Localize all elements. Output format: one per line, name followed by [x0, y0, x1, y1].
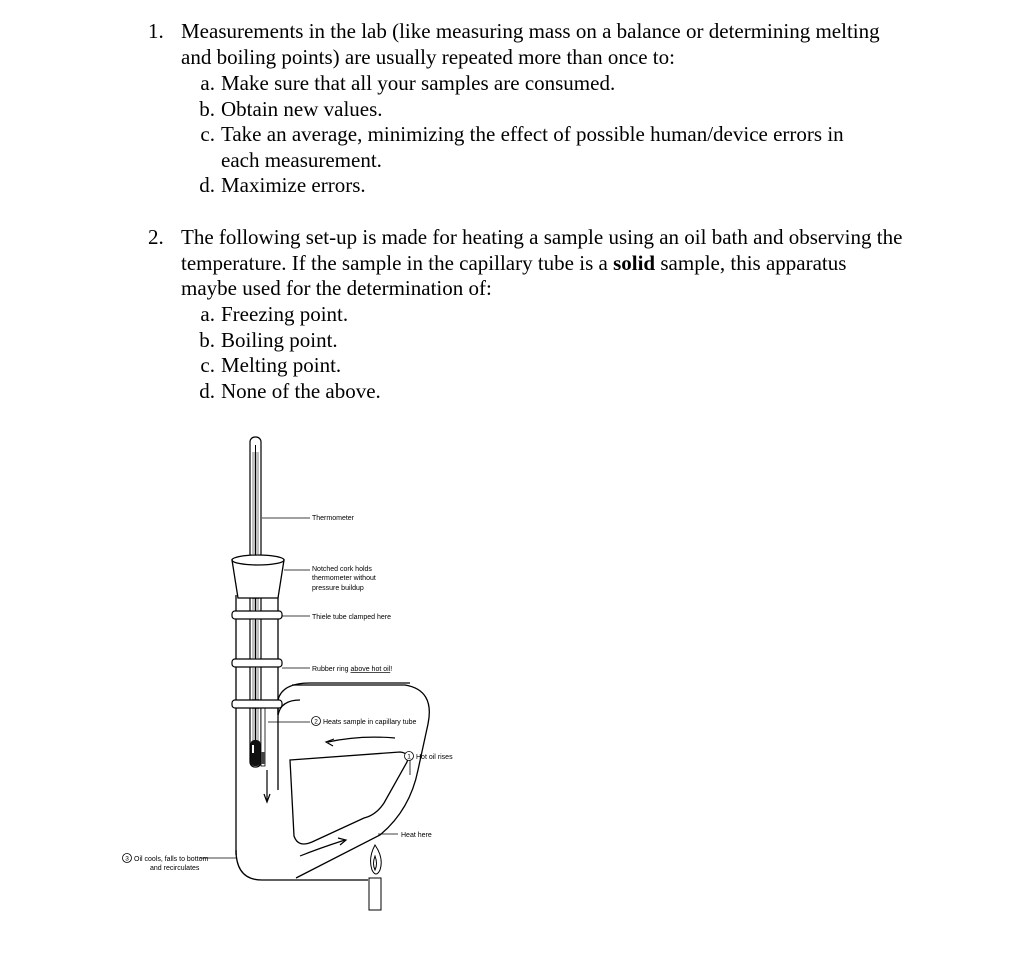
option-text: Take an average, minimizing the effect of possible human/device errors in — [221, 122, 844, 146]
option-letter: d. — [199, 379, 215, 403]
option-letter: c. — [200, 353, 215, 377]
question-number: 1. — [148, 19, 164, 43]
stem-line: Measurements in the lab (like measuring mass on a balance or determining melting — [181, 19, 880, 43]
label-ring-underlined: above hot oil — [350, 666, 391, 673]
label-heats-sample: Heats sample in capillary tube — [323, 719, 417, 726]
option-letter: b. — [199, 328, 215, 352]
stem-text: sample, this apparatus — [655, 250, 847, 275]
option-text: Freezing point. — [221, 302, 349, 326]
burner-flame — [369, 845, 381, 910]
label-oil-cools-line2: and recirculates — [150, 865, 200, 872]
step-1-number: 1 — [407, 753, 411, 761]
label-oil-cools-line1: Oil cools, falls to bottom — [134, 856, 209, 863]
question-number: 2. — [148, 225, 164, 249]
option-text: Obtain new values. — [221, 97, 383, 121]
stem-emphasis: solid — [613, 250, 656, 275]
label-rubber-ring — [312, 666, 392, 673]
label-ring-text: Rubber ring — [312, 666, 351, 673]
capillary-tube — [261, 700, 265, 766]
label-hot-oil-rises: Hot oil rises — [416, 754, 453, 761]
option-letter: c. — [200, 122, 215, 146]
stem-line: and boiling points) are usually repeated more than once to: — [181, 44, 675, 69]
step-2-number: 2 — [314, 718, 318, 726]
stem-line: The following set-up is made for heating a sample using an oil bath and observing the — [181, 225, 903, 249]
leader-lines — [200, 518, 410, 858]
stem-line: maybe used for the determination of: — [181, 276, 492, 300]
option-letter: b. — [199, 97, 215, 121]
option-letter: d. — [199, 173, 215, 197]
option-text: None of the above. — [221, 379, 381, 403]
thermometer — [250, 437, 261, 767]
option-letter: a. — [200, 71, 215, 95]
label-ring-exclaim: ! — [390, 666, 393, 673]
option-letter: a. — [200, 302, 215, 326]
label-cork-line2: thermometer without — [312, 575, 376, 582]
option-text: Boiling point. — [221, 328, 338, 352]
circulation-arrows — [264, 737, 395, 856]
option-text-continued: each measurement. — [221, 147, 382, 172]
cork — [232, 555, 284, 598]
label-thermometer: Thermometer — [312, 515, 355, 522]
label-clamp: Thiele tube clamped here — [312, 614, 391, 621]
step-3-number: 3 — [125, 855, 129, 863]
option-text: Make sure that all your samples are consumed. — [221, 71, 616, 95]
label-cork-line3: pressure buildup — [312, 585, 364, 592]
label-cork-line1: Notched cork holds — [312, 566, 372, 573]
label-heat-here: Heat here — [401, 832, 432, 839]
option-text: Melting point. — [221, 353, 342, 377]
stem-text: temperature. If the sample in the capillary tube is a — [181, 250, 614, 275]
option-text: Maximize errors. — [221, 173, 366, 197]
